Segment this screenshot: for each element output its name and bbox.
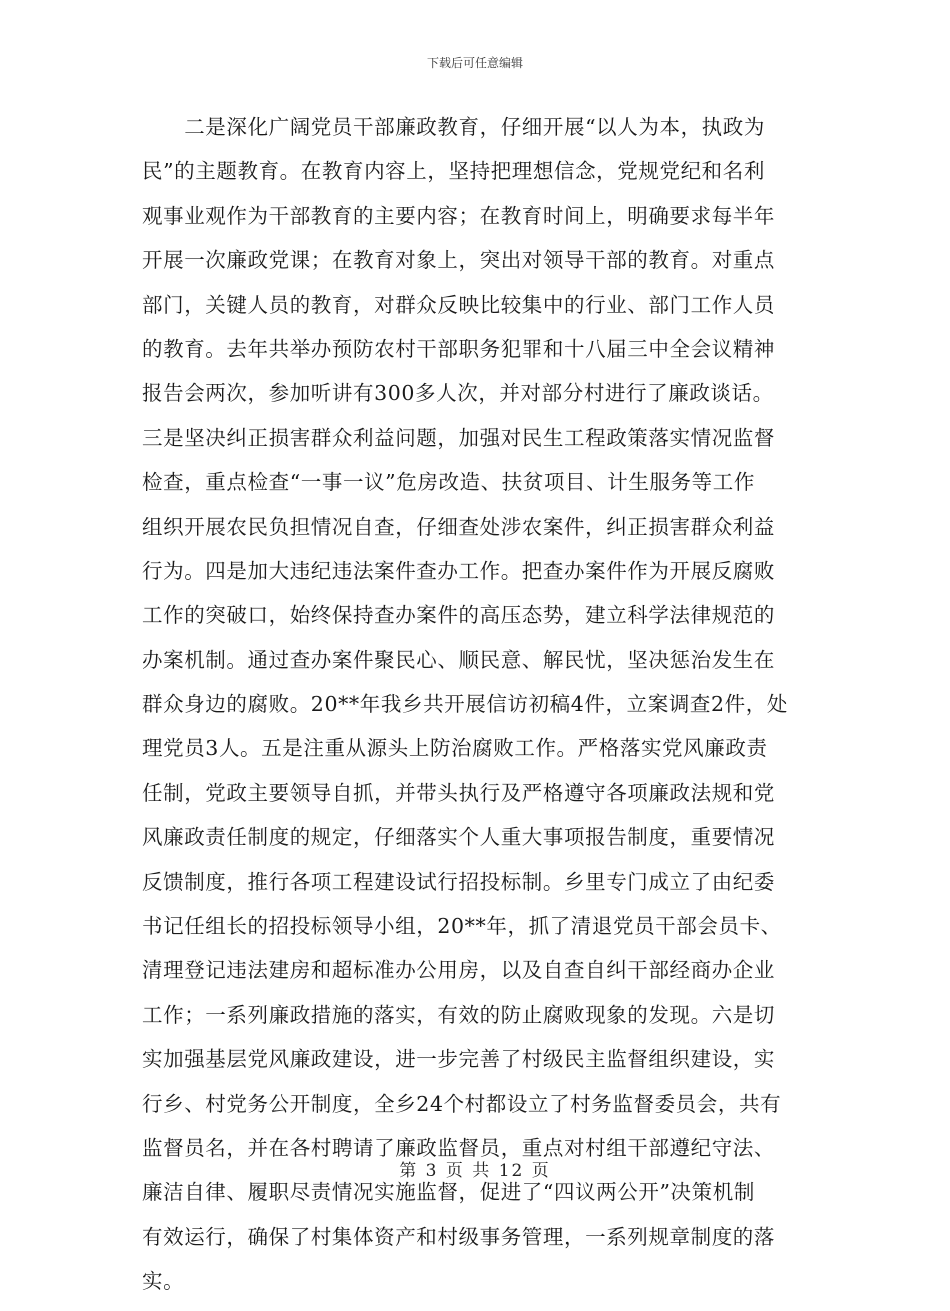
body-line: 任制，党政主要领导自抓，并带头执行及严格遵守各项廉政法规和党: [142, 780, 775, 805]
body-line: 群众身边的腐败。20**年我乡共开展信访初稿4件，立案调查2件，处: [142, 692, 788, 717]
body-line: 风廉政责任制度的规定，仔细落实个人重大事项报告制度，重要情况: [142, 825, 775, 850]
body-line: 民”的主题教育。在教育内容上，坚持把理想信念，党规党纪和名利: [142, 159, 765, 184]
body-line: 的教育。去年共举办预防农村干部职务犯罪和十八届三中全会议精神: [142, 336, 775, 361]
body-line: 工作的突破口，始终保持查办案件的高压态势，建立科学法律规范的: [142, 603, 775, 628]
body-line: 组织开展农民负担情况自查，仔细查处涉农案件，纠正损害群众利益: [142, 514, 775, 539]
body-line: 工作；一系列廉政措施的落实，有效的防止腐败现象的发现。六是切: [142, 1002, 775, 1027]
body-line: 书记任组长的招投标领导小组，20**年，抓了清退党员干部会员卡、: [142, 914, 782, 939]
body-line: 部门，关键人员的教育，对群众反映比较集中的行业、部门工作人员: [142, 292, 775, 317]
body-line: 二是深化广阔党员干部廉政教育，仔细开展“以人为本，执政为: [142, 115, 765, 139]
page-number-footer: 第 3 页 共 12 页: [399, 1161, 551, 1181]
body-line: 观事业观作为干部教育的主要内容；在教育时间上，明确要求每半年: [142, 203, 775, 228]
body-line: 监督员名，并在各村聘请了廉政监督员，重点对村组干部遵纪守法、: [142, 1135, 775, 1160]
body-line: 办案机制。通过查办案件聚民心、顺民意、解民忧，坚决惩治发生在: [142, 647, 775, 672]
body-line: 开展一次廉政党课；在教育对象上，突出对领导干部的教育。对重点: [142, 248, 775, 273]
body-line: 实加强基层党风廉政建设，进一步完善了村级民主监督组织建设，实: [142, 1047, 775, 1072]
document-body: [142, 112, 822, 1311]
body-line: 行乡、村党务公开制度，全乡24个村都设立了村务监督委员会，共有: [142, 1091, 782, 1116]
body-line: 实。: [142, 1269, 185, 1294]
body-line: 理党员3人。五是注重从源头上防治腐败工作。严格落实党风廉政责: [142, 736, 768, 761]
body-line: 有效运行，确保了村集体资产和村级事务管理，一系列规章制度的落: [142, 1224, 775, 1249]
body-line: 检查，重点检查“一事一议”危房改造、扶贫项目、计生服务等工作: [142, 470, 755, 495]
body-line: 反馈制度，推行各项工程建设试行招投标制。乡里专门成立了由纪委: [142, 869, 775, 894]
body-line: 清理登记违法建房和超标准办公用房，以及自查自纠干部经商办企业: [142, 958, 775, 983]
page-header: 下载后可任意编辑: [426, 56, 523, 70]
body-line: 三是坚决纠正损害群众利益问题，加强对民生工程政策落实情况监督: [142, 425, 775, 450]
body-line: 廉洁自律、履职尽责情况实施监督，促进了“四议两公开”决策机制: [142, 1180, 755, 1205]
body-line: 报告会两次，参加听讲有300多人次，并对部分村进行了廉政谈话。: [142, 381, 774, 406]
body-line: 行为。四是加大违纪违法案件查办工作。把查办案件作为开展反腐败: [142, 558, 775, 583]
